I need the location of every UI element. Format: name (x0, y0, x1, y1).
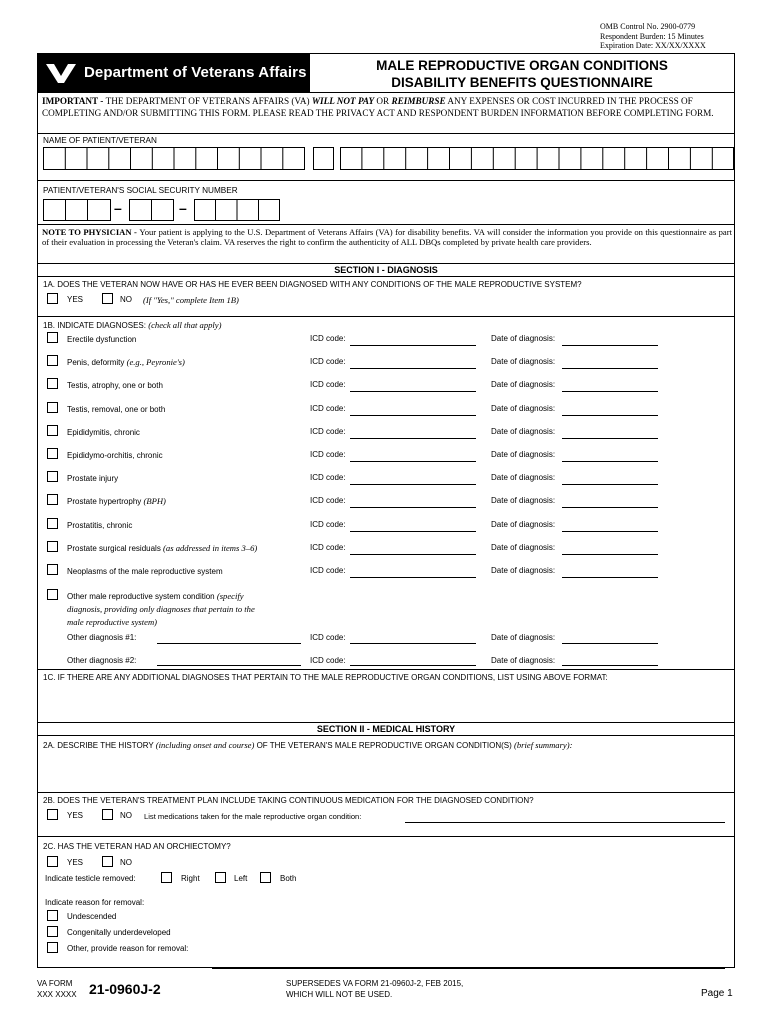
date-of-diagnosis-field[interactable] (562, 531, 658, 532)
divider (38, 836, 734, 837)
diagnosis-label (67, 496, 166, 506)
footer-page-number: Page 1 (701, 988, 733, 999)
diagnosis-checkbox[interactable] (47, 378, 58, 389)
diagnosis-checkbox[interactable] (47, 564, 58, 575)
testicle-right-checkbox[interactable] (161, 872, 172, 883)
diagnosis-name: Testis, removal, one or both (67, 405, 166, 414)
ssn-part3[interactable] (194, 199, 280, 226)
important-lead: IMPORTANT - (42, 96, 106, 106)
icd-code-label: ICD code: (310, 520, 346, 529)
q1a-yes-checkbox[interactable] (47, 293, 58, 304)
q2b-text: 2B. DOES THE VETERAN'S TREATMENT PLAN INCLUDE TAKING CONTINUOUS MEDICATION FOR THE DIAGNOSED CONDITION? (43, 796, 534, 805)
other-2-date-label: Date of diagnosis: (491, 656, 556, 665)
other-1-icd-field[interactable] (350, 643, 476, 644)
diagnosis-name: Testis, atrophy, one or both (67, 381, 163, 390)
divider (38, 669, 734, 670)
q2b-medications-field[interactable] (405, 822, 725, 823)
icd-code-field[interactable] (350, 438, 476, 439)
divider (38, 735, 734, 736)
date-of-diagnosis-field[interactable] (562, 368, 658, 369)
q1b-note: (check all that apply) (148, 320, 222, 330)
form-title-line2: DISABILITY BENEFITS QUESTIONNAIRE (391, 75, 653, 90)
testicle-left-checkbox[interactable] (215, 872, 226, 883)
q1a-instruction: (If "Yes," complete Item 1B) (143, 295, 239, 305)
q2c-no-checkbox[interactable] (102, 856, 113, 867)
other-2-date-field[interactable] (562, 665, 658, 666)
date-of-diagnosis-field[interactable] (562, 554, 658, 555)
q1a-no-label: NO (120, 295, 132, 304)
note-to-physician (42, 227, 732, 247)
other-2-icd-field[interactable] (350, 665, 476, 666)
icd-code-field[interactable] (350, 391, 476, 392)
other-condition-text (67, 590, 307, 629)
footer-va-form: VA FORM (37, 979, 73, 988)
date-of-diagnosis-field[interactable] (562, 391, 658, 392)
ssn-label: PATIENT/VETERAN'S SOCIAL SECURITY NUMBER (43, 186, 238, 195)
divider (38, 276, 734, 277)
section1-title: SECTION I - DIAGNOSIS (334, 265, 438, 275)
date-of-diagnosis-field[interactable] (562, 415, 658, 416)
divider (38, 133, 734, 134)
icd-code-label: ICD code: (310, 404, 346, 413)
date-of-diagnosis-field[interactable] (562, 484, 658, 485)
icd-code-label: ICD code: (310, 380, 346, 389)
va-header-banner (38, 54, 310, 92)
diagnosis-checkbox[interactable] (47, 355, 58, 366)
note-text: Your patient is applying to the U.S. Department of Veterans Affairs (VA) for disability benefits. VA will consider the information you provide on this questionnaire as part of their evaluation in processing the Veteran's claim. VA reserves the right to confirm the authenticity of ALL DBQs completed by private health care providers. (42, 227, 732, 247)
diagnosis-label (67, 404, 165, 414)
date-of-diagnosis-label: Date of diagnosis: (491, 404, 556, 413)
q2b-yes-label: YES (67, 811, 84, 820)
important-text2: ANY EXPENSES OR COST INCURRED IN THE PROCESS OF COMPLETING AND/OR SUBMITTING THIS FORM. PLEASE READ THE PRIVACY ACT AND RESPONDENT BURDEN INFORMATION BEFORE COMPLETING FORM. (42, 96, 714, 118)
q2b-no-label: NO (120, 811, 132, 820)
q1a-no-checkbox[interactable] (102, 293, 113, 304)
reason-other-checkbox[interactable] (47, 942, 58, 953)
q2a-mid: OF THE VETERAN'S MALE REPRODUCTIVE ORGAN CONDITION(S) (254, 741, 514, 750)
icd-code-field[interactable] (350, 531, 476, 532)
q1a-text: 1A. DOES THE VETERAN NOW HAVE OR HAS HE EVER BEEN DIAGNOSED WITH ANY CONDITIONS OF THE MALE REPRODUCTIVE SYSTEM? (43, 280, 582, 289)
will-not-pay: WILL NOT PAY (311, 96, 375, 106)
diagnosis-label (67, 334, 136, 344)
diagnosis-checkbox[interactable] (47, 448, 58, 459)
footer-form-number: 21-0960J-2 (89, 981, 161, 997)
important-notice (42, 95, 730, 119)
diagnosis-checkbox[interactable] (47, 471, 58, 482)
q1b-text (43, 320, 221, 330)
middle-initial-box[interactable] (313, 147, 334, 170)
respondent-burden: Respondent Burden: 15 Minutes (600, 31, 704, 41)
icd-code-label: ICD code: (310, 357, 346, 366)
va-logo-icon (44, 60, 78, 86)
diagnosis-name: Penis, deformity (67, 358, 127, 367)
note-lead: NOTE TO PHYSICIAN - (42, 227, 140, 237)
date-of-diagnosis-field[interactable] (562, 507, 658, 508)
other-diagnosis-2-label: Other diagnosis #2: (67, 656, 137, 665)
date-of-diagnosis-label: Date of diagnosis: (491, 427, 556, 436)
q2b-list-label: List medications taken for the male reproductive organ condition: (144, 812, 362, 821)
q2b-no-checkbox[interactable] (102, 809, 113, 820)
reason-undescended-label: Undescended (67, 912, 117, 921)
icd-code-field[interactable] (350, 415, 476, 416)
q2a-note2: (brief summary): (514, 740, 573, 750)
diagnosis-name: Neoplasms of the male reproductive system (67, 567, 223, 576)
testicle-left-label: Left (234, 874, 248, 883)
footer-xxx: XXX XXXX (37, 990, 77, 999)
divider (38, 792, 734, 793)
other-condition-note3: male reproductive system) (67, 617, 158, 627)
other-condition-label: Other male reproductive system condition (67, 592, 217, 601)
diagnosis-name: Epididymitis, chronic (67, 428, 140, 437)
diagnosis-name: Erectile dysfunction (67, 335, 137, 344)
diagnosis-name: Prostatitis, chronic (67, 521, 133, 530)
icd-code-field[interactable] (350, 577, 476, 578)
icd-code-label: ICD code: (310, 427, 346, 436)
icd-code-field[interactable] (350, 368, 476, 369)
diagnosis-checkbox[interactable] (47, 332, 58, 343)
divider (38, 92, 734, 93)
date-of-diagnosis-label: Date of diagnosis: (491, 566, 556, 575)
diagnosis-name: Epididymo-orchitis, chronic (67, 451, 163, 460)
diagnosis-label (67, 473, 118, 483)
ssn-dash: – (179, 200, 187, 216)
form-title-line1: MALE REPRODUCTIVE ORGAN CONDITIONS (376, 58, 668, 73)
q1a-yes-label: YES (67, 295, 84, 304)
important-text1: THE DEPARTMENT OF VETERANS AFFAIRS (VA) (105, 96, 312, 106)
icd-code-field[interactable] (350, 461, 476, 462)
reimburse: REIMBURSE (391, 96, 446, 106)
diagnosis-note: (BPH) (143, 496, 166, 506)
date-of-diagnosis-label: Date of diagnosis: (491, 473, 556, 482)
date-of-diagnosis-field[interactable] (562, 577, 658, 578)
diagnosis-label (67, 357, 185, 367)
other-2-icd-label: ICD code: (310, 656, 346, 665)
date-of-diagnosis-field[interactable] (562, 461, 658, 462)
omb-info (600, 22, 706, 51)
testicle-removed-label: Indicate testicle removed: (45, 874, 136, 883)
name-first-input[interactable] (43, 147, 305, 170)
diagnosis-name: Prostate surgical residuals (67, 544, 164, 553)
ssn-dash: – (114, 200, 122, 216)
diagnosis-checkbox[interactable] (47, 494, 58, 505)
omb-control-number: OMB Control No. 2900-0779 (600, 22, 696, 31)
reason-undescended-checkbox[interactable] (47, 910, 58, 921)
ssn-part1[interactable] (43, 199, 111, 226)
date-of-diagnosis-label: Date of diagnosis: (491, 334, 556, 343)
important-or: OR (374, 96, 392, 106)
department-name: Department of Veterans Affairs (84, 64, 307, 81)
diagnosis-name: Prostate injury (67, 474, 119, 483)
diagnosis-label (67, 450, 163, 460)
q2c-yes-checkbox[interactable] (47, 856, 58, 867)
ssn-part3-boxes[interactable] (194, 199, 280, 221)
testicle-both-checkbox[interactable] (260, 872, 271, 883)
date-of-diagnosis-field[interactable] (562, 345, 658, 346)
q1b-label: 1B. INDICATE DIAGNOSES: (43, 321, 149, 330)
q2a-text (43, 740, 572, 750)
diagnosis-checkbox[interactable] (47, 425, 58, 436)
icd-code-label: ICD code: (310, 496, 346, 505)
other-condition-note1: (specify (216, 591, 244, 601)
date-of-diagnosis-field[interactable] (562, 438, 658, 439)
q2a-note1: (including onset and course) (155, 740, 255, 750)
diagnosis-checkbox[interactable] (47, 402, 58, 413)
removal-reason-label: Indicate reason for removal: (45, 898, 145, 907)
q2c-no-label: NO (120, 858, 132, 867)
other-1-icd-label: ICD code: (310, 633, 346, 642)
q2b-yes-checkbox[interactable] (47, 809, 58, 820)
section2-title: SECTION II - MEDICAL HISTORY (316, 724, 456, 734)
other-condition-note2: diagnosis, providing only diagnoses that pertain to the (67, 604, 255, 614)
form-title (310, 54, 734, 92)
diagnosis-checkbox[interactable] (47, 541, 58, 552)
icd-code-field[interactable] (350, 554, 476, 555)
other-diagnosis-2-field[interactable] (157, 665, 301, 666)
other-diagnosis-1-field[interactable] (157, 643, 301, 644)
icd-code-label: ICD code: (310, 450, 346, 459)
reason-other-label: Other, provide reason for removal: (67, 944, 189, 953)
other-condition-checkbox[interactable] (47, 589, 58, 600)
name-label: NAME OF PATIENT/VETERAN (43, 136, 157, 145)
q2c-text: 2C. HAS THE VETERAN HAD AN ORCHIECTOMY? (43, 842, 231, 851)
q1c-text: 1C. IF THERE ARE ANY ADDITIONAL DIAGNOSES THAT PERTAIN TO THE MALE REPRODUCTIVE ORGAN CONDITIONS, LIST USING ABOVE FORMAT: (43, 673, 608, 682)
divider (38, 180, 734, 181)
date-of-diagnosis-label: Date of diagnosis: (491, 450, 556, 459)
other-diagnosis-1-label: Other diagnosis #1: (67, 633, 137, 642)
name-last-boxes[interactable] (340, 147, 734, 175)
ssn-part2-boxes[interactable] (129, 199, 174, 221)
q2a-label: 2A. DESCRIBE THE HISTORY (43, 741, 156, 750)
diagnosis-label (67, 427, 140, 437)
date-of-diagnosis-label: Date of diagnosis: (491, 357, 556, 366)
diagnosis-note: (as addressed in items 3–6) (163, 543, 258, 553)
expiration-date: Expiration Date: XX/XX/XXXX (600, 41, 706, 50)
diagnosis-label (67, 543, 257, 553)
q2c-yes-label: YES (67, 858, 84, 867)
reason-other-field[interactable] (212, 968, 725, 969)
reason-underdeveloped-checkbox[interactable] (47, 926, 58, 937)
q1c-answer-area[interactable] (40, 685, 732, 720)
testicle-both-label: Both (280, 874, 297, 883)
date-of-diagnosis-label: Date of diagnosis: (491, 543, 556, 552)
diagnosis-note: (e.g., Peyronie's) (126, 357, 185, 367)
icd-code-field[interactable] (350, 507, 476, 508)
divider (38, 316, 734, 317)
name-last-input[interactable] (340, 147, 734, 170)
ssn-part1-boxes[interactable] (43, 199, 111, 221)
icd-code-label: ICD code: (310, 334, 346, 343)
diagnosis-label (67, 380, 163, 390)
testicle-right-label: Right (181, 874, 200, 883)
date-of-diagnosis-label: Date of diagnosis: (491, 520, 556, 529)
icd-code-field[interactable] (350, 345, 476, 346)
footer-supersedes-2: WHICH WILL NOT BE USED. (286, 990, 393, 999)
icd-code-field[interactable] (350, 484, 476, 485)
q2a-answer-area[interactable] (40, 752, 732, 790)
diagnosis-name: Prostate hypertrophy (67, 497, 144, 506)
other-1-date-label: Date of diagnosis: (491, 633, 556, 642)
name-first-boxes[interactable] (43, 147, 305, 175)
icd-code-label: ICD code: (310, 566, 346, 575)
diagnosis-label (67, 520, 132, 530)
diagnosis-label (67, 566, 223, 576)
diagnosis-checkbox[interactable] (47, 518, 58, 529)
icd-code-label: ICD code: (310, 473, 346, 482)
divider (38, 224, 734, 225)
ssn-part2[interactable] (129, 199, 174, 226)
date-of-diagnosis-label: Date of diagnosis: (491, 496, 556, 505)
other-1-date-field[interactable] (562, 643, 658, 644)
reason-underdeveloped-label: Congenitally underdeveloped (67, 928, 171, 937)
icd-code-label: ICD code: (310, 543, 346, 552)
date-of-diagnosis-label: Date of diagnosis: (491, 380, 556, 389)
footer-supersedes-1: SUPERSEDES VA FORM 21-0960J-2, FEB 2015, (286, 979, 464, 988)
